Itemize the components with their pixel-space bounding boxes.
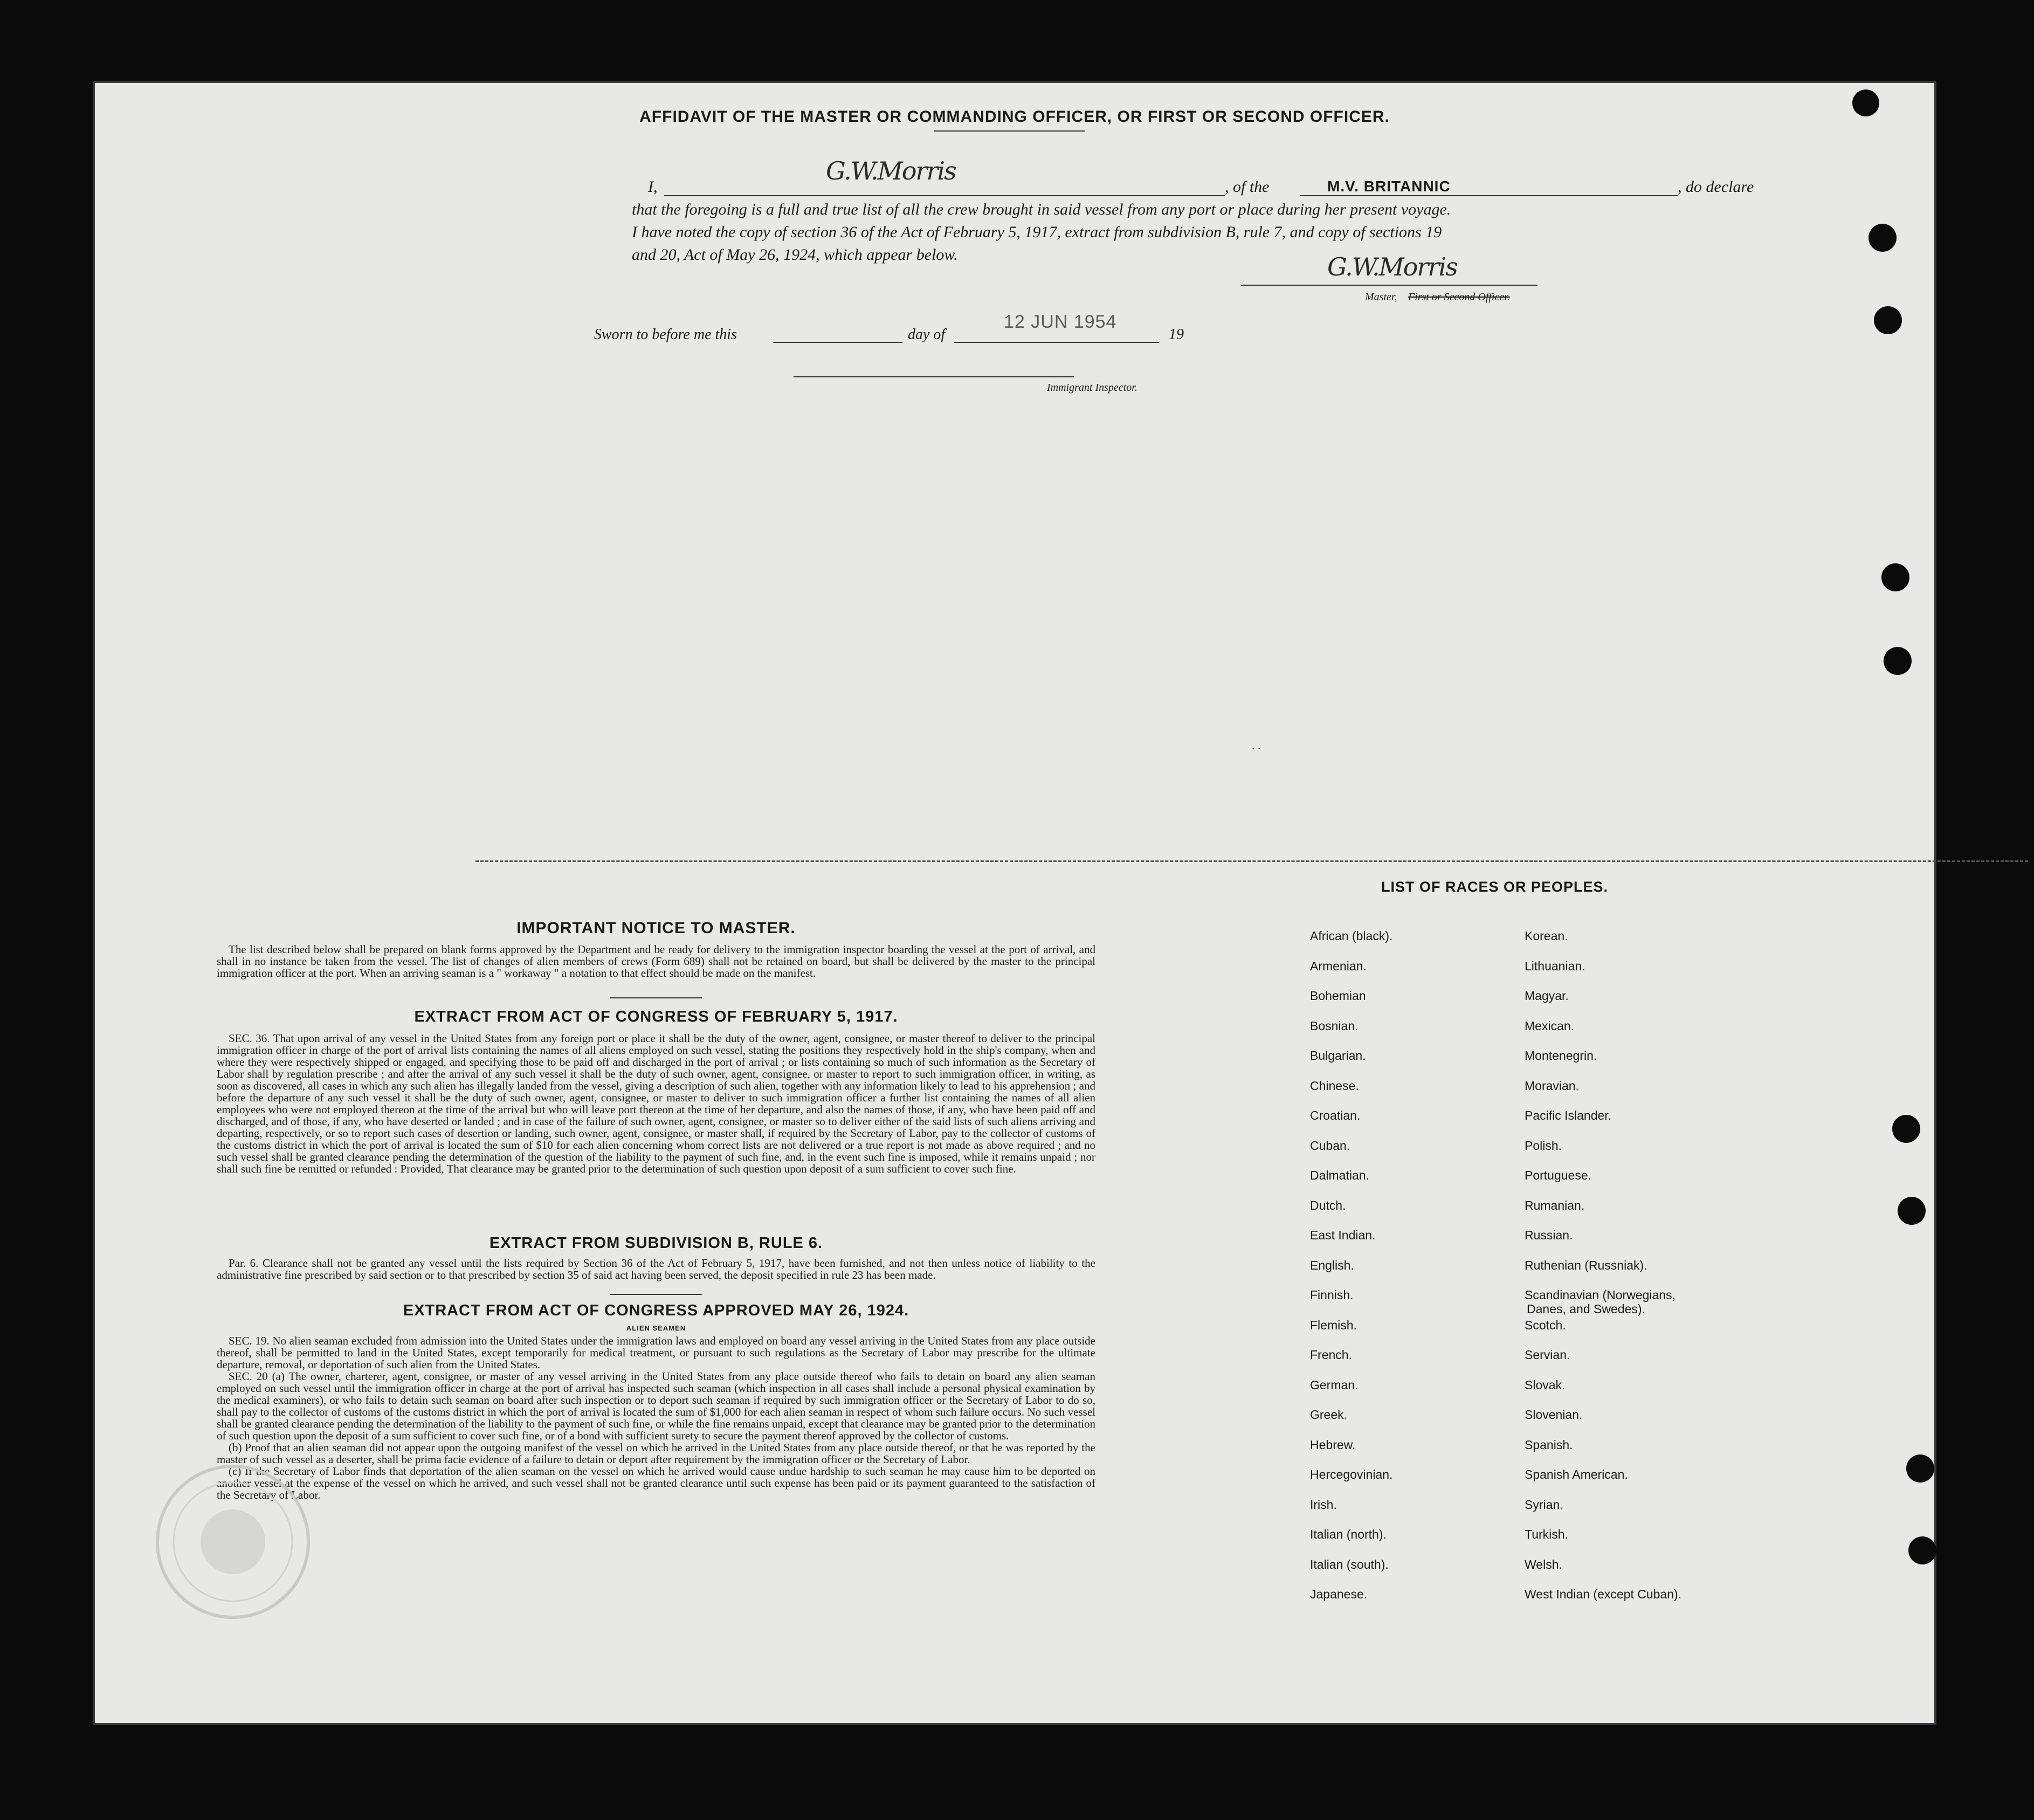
notice-body bbox=[217, 943, 1095, 979]
race-item: Polish. bbox=[1525, 1138, 1562, 1153]
race-item: Portuguese. bbox=[1525, 1168, 1592, 1182]
extract-1924-body bbox=[217, 1335, 1095, 1501]
race-item: African (black). bbox=[1310, 929, 1393, 943]
race-item: Scotch. bbox=[1525, 1318, 1566, 1332]
section-36-text: SEC. 36. That upon arrival of any vessel in the United States from any foreign port or place it shall be the duty of the owner, agent, consignee, or master thereof to deliver to the principal immigration officer in charge of the port of arrival lists containing the names of all aliens employed on such vessel, stating the positions they respectively hold in the ship's company, when and where they were respectively shipped or engaged, and specifying those to be paid off and discharged in the port of arrival ; or lists containing so much of such information as the Secretary of Labor shall by regulation prescribe ; and after the arrival of any such vessel it shall be the duty of such owner, agent, consignee, or master to report to such immigration officer, in writing, as soon as discovered, all cases in which any such alien has illegally landed from the vessel, giving a description of such alien, together with any information likely to lead to his apprehension ; and before the departure of any such vessel it shall be the duty of such owner, agent, consignee, or master to deliver to such immigration officer a further list containing the names of all alien employees who were not employed thereon at the time of the arrival but who will leave port thereon at the time of her departure, and also the names of those, if any, who have been paid off and discharged, and of those, if any, who have deserted or landed ; and in case of the failure of such owner, agent, consignee, or master so to deliver either of the said lists of such aliens arriving and departing, respectively, or so to report such cases of desertion or landing, such owner, agent, consignee, or master shall, if required by the Secretary of Labor, pay to the collector of customs of the customs district in which the port of arrival is located the sum of $10 for each alien concerning whom correct lists are not delivered or a true report is not made as above required ; and no such vessel shall be granted clearance pending the determination of the question of the liability to the payment of such fine, and, in the event such fine is imposed, while it remains unpaid ; nor shall such fine be remitted or refunded : Provided, That clearance may be granted prior to the determination of such question upon deposit of a sum sufficient to cover such fine. bbox=[217, 1032, 1095, 1175]
master-label: Master, bbox=[1365, 291, 1397, 303]
inspector-line bbox=[794, 376, 1074, 377]
officer-signature: G.W.Morris bbox=[1327, 252, 1457, 281]
race-item: Italian (south). bbox=[1310, 1557, 1389, 1571]
race-item: Dutch. bbox=[1310, 1198, 1346, 1212]
race-item-extra: Danes, and Swedes). bbox=[1527, 1302, 1645, 1316]
race-item: Slovak. bbox=[1525, 1377, 1566, 1392]
race-item: Cuban. bbox=[1310, 1138, 1350, 1153]
vessel-name: M.V. BRITANNIC bbox=[1327, 178, 1451, 195]
race-item: Japanese. bbox=[1310, 1587, 1368, 1601]
punch-hole bbox=[1881, 563, 1909, 591]
race-item: Dalmatian. bbox=[1310, 1168, 1369, 1182]
affidavit-title: AFFIDAVIT OF THE MASTER OR COMMANDING OFFICER, OR FIRST OR SECOND OFFICER. bbox=[639, 108, 1390, 126]
race-item: Finnish. bbox=[1310, 1288, 1354, 1302]
affidavit-i: I, bbox=[648, 178, 658, 196]
signature-line bbox=[1241, 285, 1537, 286]
divider-dashed bbox=[475, 860, 2028, 862]
of-the-label: , of the bbox=[1225, 178, 1270, 196]
race-item: Chinese. bbox=[1310, 1078, 1359, 1093]
inspector-label: Immigrant Inspector. bbox=[1047, 382, 1137, 394]
rule-6-title: EXTRACT FROM SUBDIVISION B, RULE 6. bbox=[489, 1235, 823, 1252]
corner-hole bbox=[1852, 89, 1879, 116]
punch-hole bbox=[1898, 1197, 1926, 1225]
race-item: Croatian. bbox=[1310, 1108, 1361, 1122]
race-item: English. bbox=[1310, 1258, 1354, 1272]
race-item: Mexican. bbox=[1525, 1018, 1575, 1033]
race-item: Bulgarian. bbox=[1310, 1049, 1366, 1063]
race-item: Greek. bbox=[1310, 1408, 1348, 1422]
year-label: 19 bbox=[1169, 326, 1184, 343]
race-item: Montenegrin. bbox=[1525, 1049, 1597, 1063]
sec-20c-text: (c) If the Secretary of Labor finds that deportation of the alien seaman on the vessel on which he arrived would cause undue hardship to such seaman he may cause him to be deported on another vessel at the expense of the vessel on which he arrived, and such vessel shall not be granted clearance until such expense has been paid or its payment guaranteed to the satisfaction of the Secretary of Labor. bbox=[217, 1465, 1095, 1501]
affidavit-line-2: that the foregoing is a full and true list of all the crew brought in said vessel from any port or place during her present voyage. bbox=[632, 201, 1451, 218]
struck-officer-label: First or Second Officer. bbox=[1408, 291, 1510, 303]
race-item: Ruthenian (Russniak). bbox=[1525, 1258, 1647, 1272]
affidavit-line-3: I have noted the copy of section 36 of the Act of February 5, 1917, extract from subdivision B, rule 7, and copy of sections 19 bbox=[632, 223, 1442, 241]
faint-mark: . . bbox=[1252, 739, 1261, 752]
day-of-label: day of bbox=[908, 326, 946, 343]
race-item: Scandinavian (Norwegians, bbox=[1525, 1288, 1676, 1302]
race-item: Lithuanian. bbox=[1525, 959, 1585, 973]
race-item: West Indian (except Cuban). bbox=[1525, 1587, 1682, 1601]
race-item: Rumanian. bbox=[1525, 1198, 1585, 1212]
race-item: Italian (north). bbox=[1310, 1527, 1387, 1541]
race-item: Moravian. bbox=[1525, 1078, 1579, 1093]
date-line bbox=[954, 342, 1159, 343]
sec-19-text: SEC. 19. No alien seaman excluded from admission into the United States under the immigration laws and employed on board any vessel arriving in the United States from any place outside thereof, shall be permitted to land in the United States, except temporarily for medical treatment, or pursuant to such regulations as the Secretary of Labor may prescribe for the ultimate departure, removal, or deportation of such alien from the United States. bbox=[217, 1334, 1095, 1371]
punch-hole bbox=[1868, 224, 1897, 252]
race-item: East Indian. bbox=[1310, 1228, 1376, 1242]
sec-20b-text: (b) Proof that an alien seaman did not appear upon the outgoing manifest of the vessel on which he arrived in the United States from any place outside thereof, or that he was reported by the master of such vessel as a deserter, shall be prima facie evidence of a failure to detain or deport after requirement by the immigration officer or the Secretary of Labor. bbox=[217, 1441, 1095, 1466]
race-item: Irish. bbox=[1310, 1497, 1337, 1512]
date-stamp: 12 JUN 1954 bbox=[1004, 312, 1117, 332]
race-item: Russian. bbox=[1525, 1228, 1573, 1242]
punch-hole bbox=[1884, 647, 1912, 675]
race-item: Slovenian. bbox=[1525, 1408, 1583, 1422]
rule-6-rule bbox=[610, 1294, 702, 1295]
sec-20a-text: SEC. 20 (a) The owner, charterer, agent, consignee, or master of any vessel arriving in the United States from any place outside thereof who fails to detain on board any alien seaman employed on such vessel until the immigration officer in charge at the port of arrival has inspected such seaman (which inspection in all cases shall include a personal physical examination by the medical examiners), or who fails to detain such seaman on board after such inspection or to deport such seaman if required by such immigration officer or the Secretary of Labor to do so, shall pay to the collector of customs of the customs district in which the port of arrival is located the sum of $1,000 for each alien seaman in respect of whom such failure occurs. No such vessel shall be granted clearance pending the determination of the liability to the payment of such fine, or while the fine remains unpaid, except that clearance may be granted prior to the determination of such question upon the deposit of a sum sufficient to cover such fine, or of a bond with sufficient surety to secure the payment thereof approved by the collector of customs. bbox=[217, 1370, 1095, 1442]
extract-1917-body bbox=[217, 1032, 1095, 1175]
affidavit-line-4: and 20, Act of May 26, 1924, which appear below. bbox=[632, 246, 958, 264]
race-item: Pacific Islander. bbox=[1525, 1108, 1612, 1122]
race-item: Flemish. bbox=[1310, 1318, 1357, 1332]
sworn-label: Sworn to before me this bbox=[594, 326, 737, 343]
race-item: Korean. bbox=[1525, 929, 1568, 943]
race-item: Syrian. bbox=[1525, 1497, 1563, 1512]
day-line bbox=[773, 342, 902, 343]
punch-hole bbox=[1908, 1536, 1936, 1564]
notice-rule bbox=[610, 997, 702, 998]
extract-1917-title: EXTRACT FROM ACT OF CONGRESS OF FEBRUARY 5, 1917. bbox=[414, 1008, 898, 1025]
vessel-line bbox=[1300, 195, 1678, 196]
title-underline bbox=[934, 130, 1085, 132]
race-item: Bosnian. bbox=[1310, 1018, 1359, 1033]
race-item: Servian. bbox=[1525, 1348, 1570, 1362]
par-6-text: Par. 6. Clearance shall not be granted any vessel until the lists required by Section 36 of the Act of February 5, 1917, have been furnished, and not then unless notice of liability to the administrative fine prescribed by said section or to that prescribed by section 35 of said act having been served, the deposit specified in rule 23 has been made. bbox=[217, 1257, 1095, 1281]
race-item: Spanish. bbox=[1525, 1437, 1573, 1452]
race-item: Spanish American. bbox=[1525, 1467, 1628, 1481]
race-item: Magyar. bbox=[1525, 989, 1569, 1003]
extract-1924-title: EXTRACT FROM ACT OF CONGRESS APPROVED MAY 26, 1924. bbox=[403, 1302, 909, 1319]
race-item: Hebrew. bbox=[1310, 1437, 1356, 1452]
document-page bbox=[93, 81, 1936, 1725]
races-title: LIST OF RACES OR PEOPLES. bbox=[1381, 879, 1609, 895]
alien-seamen-subtitle: ALIEN SEAMEN bbox=[626, 1324, 686, 1332]
master-signature: G.W.Morris bbox=[826, 156, 956, 185]
race-item: French. bbox=[1310, 1348, 1352, 1362]
notice-title: IMPORTANT NOTICE TO MASTER. bbox=[516, 919, 796, 937]
rule-6-body bbox=[217, 1257, 1095, 1281]
race-item: Hercegovinian. bbox=[1310, 1467, 1393, 1481]
punch-hole bbox=[1892, 1115, 1920, 1143]
do-declare-label: , do declare bbox=[1678, 178, 1754, 196]
name-line bbox=[664, 195, 1225, 196]
punch-hole bbox=[1906, 1454, 1934, 1483]
race-item: Welsh. bbox=[1525, 1557, 1562, 1571]
race-item: German. bbox=[1310, 1377, 1359, 1392]
race-item: Armenian. bbox=[1310, 959, 1367, 973]
race-item: Bohemian bbox=[1310, 989, 1366, 1003]
punch-hole bbox=[1874, 306, 1902, 334]
race-item: Turkish. bbox=[1525, 1527, 1568, 1541]
embossed-seal bbox=[152, 1461, 314, 1623]
notice-text: The list described below shall be prepared on blank forms approved by the Department and be ready for delivery to the immigration inspector boarding the vessel at the port of arrival, and shall in no instance be taken from the vessel. The list of changes of alien members of crews (Form 689) shall not be retained on board, but shall be delivered by the master to the principal immigration officer at the port. When an arriving seaman is a " workaway " a notation to that effect should be made on the manifest. bbox=[217, 943, 1095, 980]
